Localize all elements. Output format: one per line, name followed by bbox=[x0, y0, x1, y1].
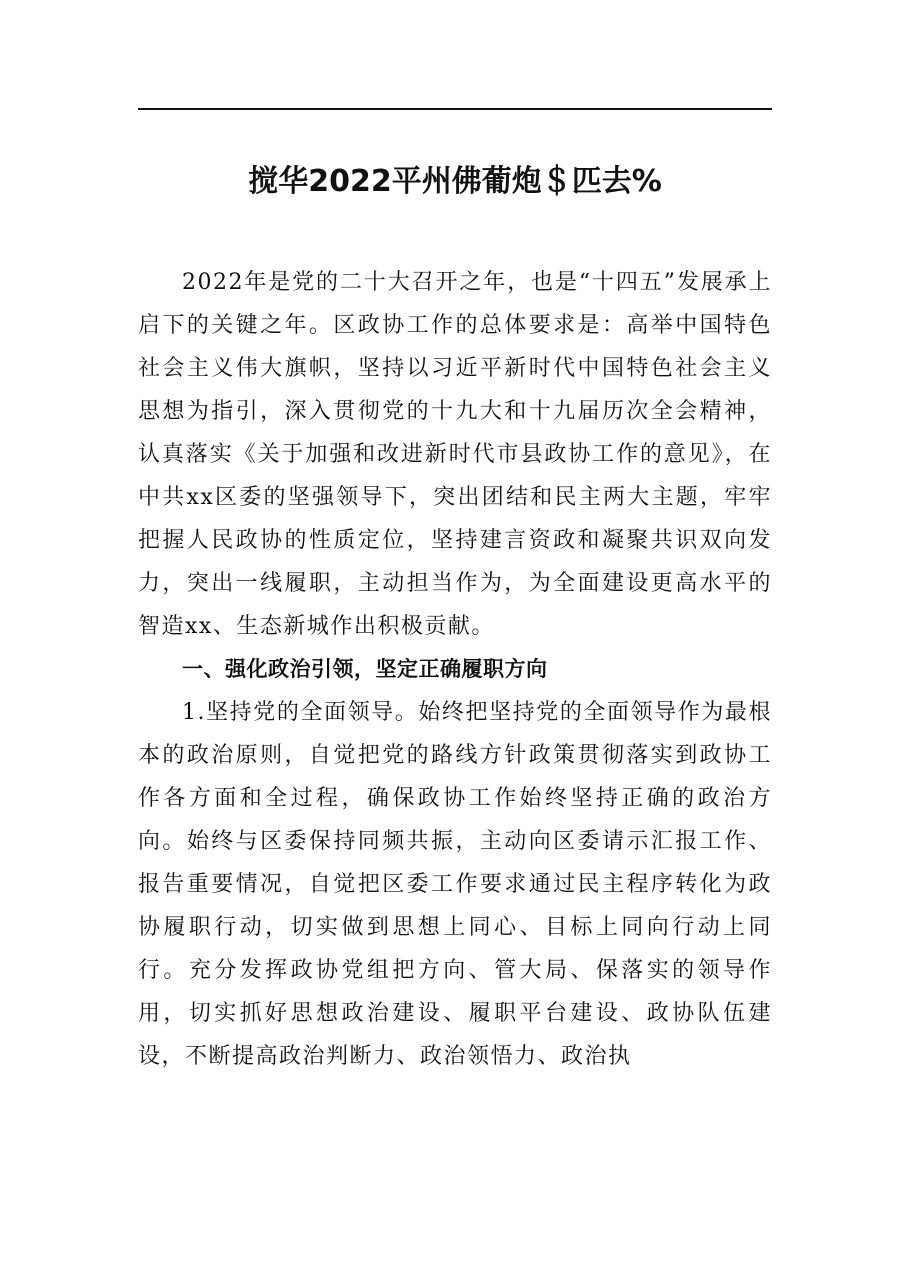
header-rule bbox=[138, 108, 772, 110]
section-1-paragraph-1: 1.坚持党的全面领导。始终把坚持党的全面领导作为最根本的政治原则，自觉把党的路线方针政策贯彻落实到政协工作各方面和全过程，确保政协工作始终坚持正确的政治方向。始终与区委保持同频共振，主动向区委请示汇报工作、报告重要情况，自觉把区委工作要求通过民主程序转化为政协履职行动，切实做到思想上同心、目标上同向行动上同行。充分发挥政协党组把方向、管大局、保落实的领导作用，切实抓好思想政治建设、履职平台建设、政协队伍建设，不断提高政治判断力、政治领悟力、政治执 bbox=[138, 700, 772, 1069]
document-title: 搅华2022平州佛葡炮＄匹去% bbox=[248, 164, 662, 199]
intro-paragraph: 2022年是党的二十大召开之年，也是“十四五”发展承上启下的关键之年。区政协工作的总体要求是：高举中国特色社会主义伟大旗帜，坚持以习近平新时代中国特色社会主义思想为指引，深入贯彻党的十九大和十九届历次全会精神，认真落实《关于加强和改进新时代市县政协工作的意见》，在中共xx区委的坚强领导下，突出团结和民主两大主题，牢牢把握人民政协的性质定位，坚持建言资政和凝聚共识双向发力，突出一线履职，主动担当作为，为全面建设更高水平的智造xx、生态新城作出积极贡献。 bbox=[138, 270, 772, 639]
section-heading-1: 一、强化政治引领，坚定正确履职方向 bbox=[182, 657, 548, 681]
document-body bbox=[138, 261, 772, 1078]
